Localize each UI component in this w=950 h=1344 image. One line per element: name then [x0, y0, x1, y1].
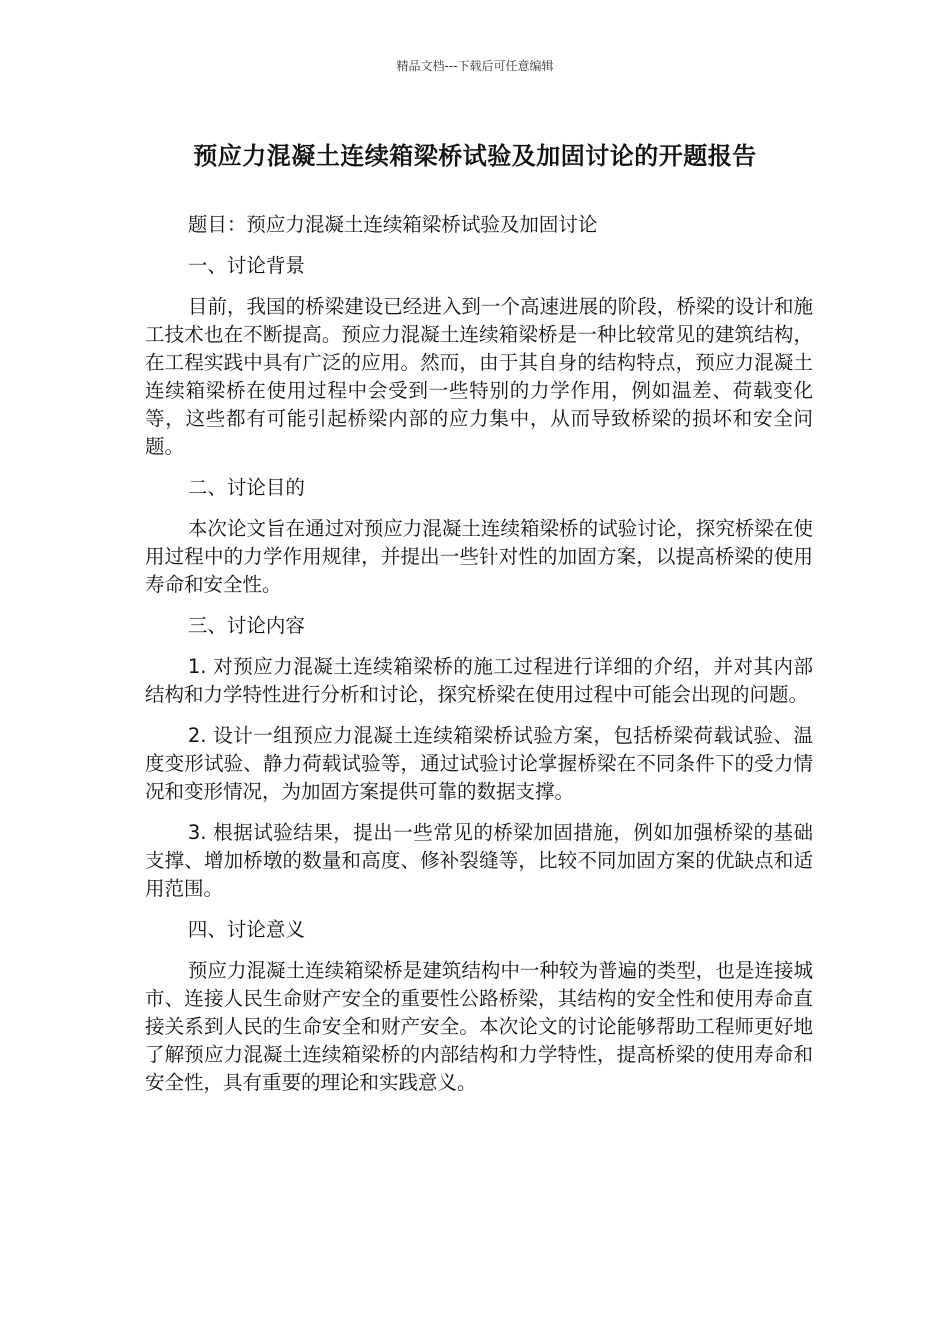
topic-line: 题目：预应力混凝土连续箱梁桥试验及加固讨论	[187, 213, 598, 236]
section-heading-significance: 四、讨论意义	[187, 918, 305, 941]
purpose-paragraph: 本次论文旨在通过对预应力混凝土连续箱梁桥的试验讨论，探究桥梁在使用过程中的力学作用规律，并提出一些针对性的加固方案，以提高桥梁的使用寿命和安全性。	[145, 517, 813, 596]
content-item-3: 3. 根据试验结果，提出一些常见的桥梁加固措施，例如加强桥梁的基础支撑、增加桥墩的数量和高度、修补裂缝等，比较不同加固方案的优缺点和适用范围。	[145, 821, 813, 900]
section-heading-content: 三、讨论内容	[187, 614, 305, 637]
section-heading-background: 一、讨论背景	[187, 254, 305, 277]
content-item-2: 2. 设计一组预应力混凝土连续箱梁桥试验方案，包括桥梁荷载试验、温度变形试验、静力荷载试验等，通过试验讨论掌握桥梁在不同条件下的受力情况和变形情况，为加固方案提供可靠的数据支撑。	[145, 724, 813, 803]
document-title: 预应力混凝土连续箱梁桥试验及加固讨论的开题报告	[193, 142, 757, 170]
significance-paragraph: 预应力混凝土连续箱梁桥是建筑结构中一种较为普遍的类型，也是连接城市、连接人民生命财产安全的重要性公路桥梁，其结构的安全性和使用寿命直接关系到人民的生命安全和财产安全。本次论文的讨论能够帮助工程师更好地了解预应力混凝土连续箱梁桥的内部结构和力学特性，提高桥梁的使用寿命和安全性，具有重要的理论和实践意义。	[145, 959, 813, 1094]
section-heading-purpose: 二、讨论目的	[187, 476, 305, 499]
content-item-1: 1. 对预应力混凝土连续箱梁桥的施工过程进行详细的介绍，并对其内部结构和力学特性进行分析和讨论，探究桥梁在使用过程中可能会出现的问题。	[145, 655, 813, 706]
background-paragraph: 目前，我国的桥梁建设已经进入到一个高速进展的阶段，桥梁的设计和施工技术也在不断提高。预应力混凝土连续箱梁桥是一种比较常见的建筑结构，在工程实践中具有广泛的应用。然而，由于其自身的结构特点，预应力混凝土连续箱梁桥在使用过程中会受到一些特别的力学作用，例如温差、荷载变化等，这些都有可能引起桥梁内部的应力集中，从而导致桥梁的损坏和安全问题。	[145, 295, 813, 458]
page-header: 精品文档---下载后可任意编辑	[396, 59, 554, 73]
document-body	[145, 211, 813, 1110]
